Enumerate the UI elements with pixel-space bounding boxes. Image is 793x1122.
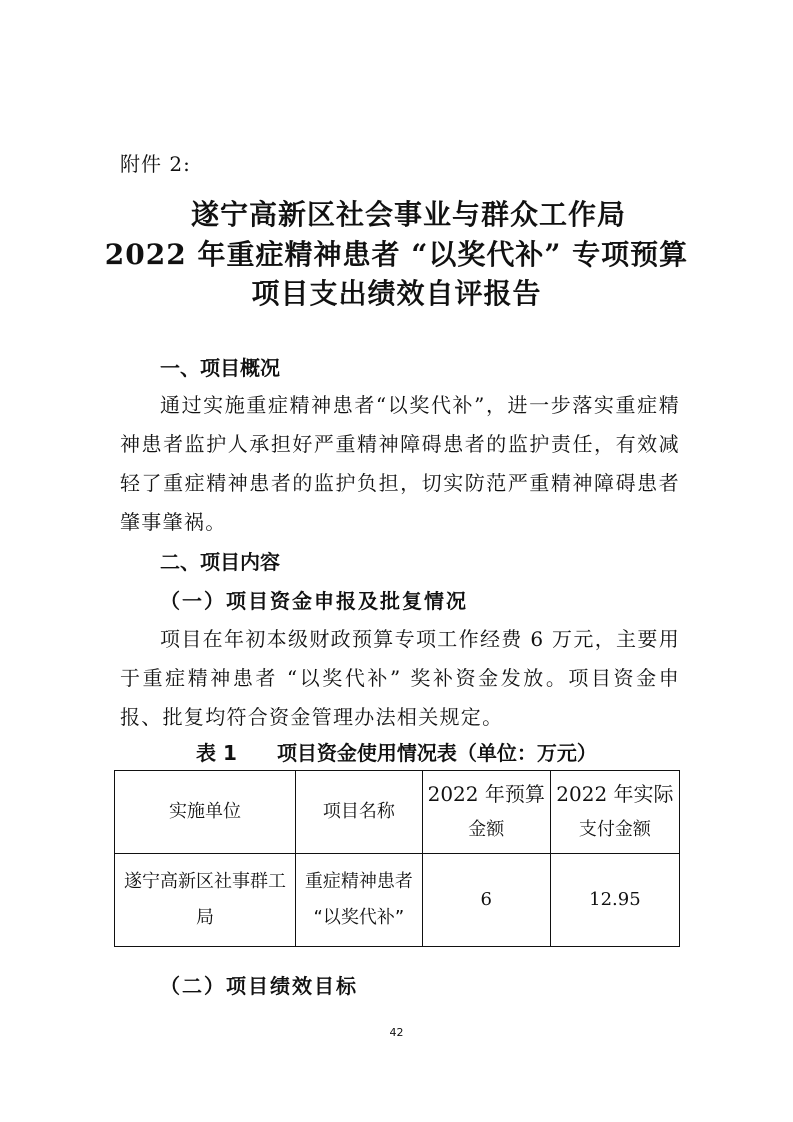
section-2-heading: 二、项目内容 xyxy=(160,550,280,574)
cell-unit-line-2: 局 xyxy=(196,907,215,928)
cell-actual: 12.95 xyxy=(550,854,679,947)
section-1-body: 通过实施重症精神患者“以奖代补”，进一步落实重症精神患者监护人承担好严重精神障碍患者的监护责任，有效减轻了重症精神患者的监护负担，切实防范严重精神障碍患者肇事肇祸。 xyxy=(120,393,680,534)
subsection-1-body: 项目在年初本级财政预算专项工作经费 6 万元，主要用于重症精神患者 “以奖代补” 奖补资金发放。项目资金申报、批复均符合资金管理办法相关规定。 xyxy=(120,627,680,729)
report-title-line-3: 项目支出绩效自评报告 xyxy=(251,277,542,310)
header-actual-line-1: 2022 年实际 xyxy=(556,782,674,806)
cell-project-line-1: 重症精神患者 xyxy=(304,871,413,892)
cell-unit-line-1: 遂宁高新区社事群工 xyxy=(124,871,287,892)
page-number: 42 xyxy=(389,1026,404,1039)
table-row xyxy=(115,854,680,947)
cell-unit xyxy=(115,854,296,947)
subsection-2-heading: （二）项目绩效目标 xyxy=(160,974,358,998)
cell-project-line-2: “以奖代补” xyxy=(313,907,405,928)
header-budget-line-1: 2022 年预算 xyxy=(427,782,545,806)
cell-budget: 6 xyxy=(422,854,550,947)
table-1-number: 表 1 xyxy=(196,741,237,765)
attachment-label: 附件 2: xyxy=(120,152,191,176)
header-project: 项目名称 xyxy=(296,771,423,854)
table-1-caption xyxy=(0,737,793,766)
fund-usage-table xyxy=(114,770,680,947)
subsection-1-heading: （一）项目资金申报及批复情况 xyxy=(160,589,468,613)
header-actual xyxy=(550,771,679,854)
report-title-line-1: 遂宁高新区社会事业与群众工作局 xyxy=(190,198,626,231)
cell-project xyxy=(296,854,423,947)
header-unit: 实施单位 xyxy=(115,771,296,854)
header-actual-line-2: 支付金额 xyxy=(578,819,651,840)
header-budget-line-2: 金额 xyxy=(468,819,505,840)
header-budget xyxy=(422,771,550,854)
section-1-heading: 一、项目概况 xyxy=(160,356,280,380)
table-header-row xyxy=(115,771,680,854)
table-1-title: 项目资金使用情况表（单位：万元） xyxy=(276,741,597,765)
report-title-line-2: 2022 年重症精神患者 “以奖代补” 专项预算 xyxy=(104,238,689,271)
